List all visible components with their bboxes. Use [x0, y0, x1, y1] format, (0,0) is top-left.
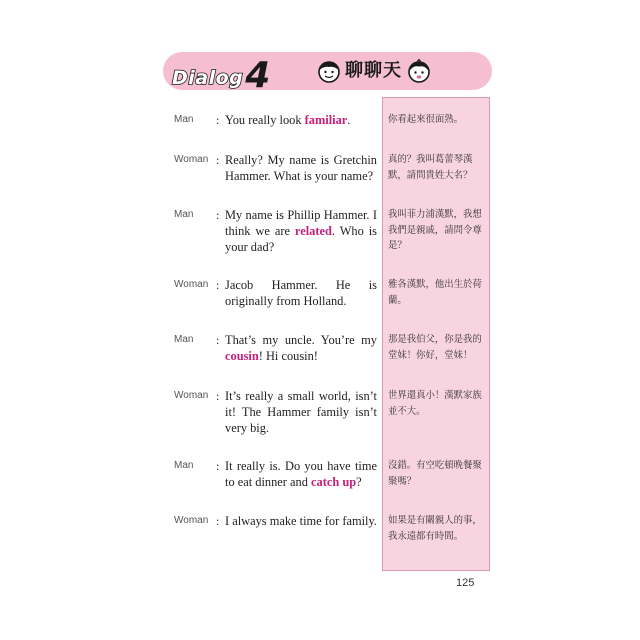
speaker-label: Man	[174, 114, 194, 125]
banner-title	[172, 55, 271, 96]
english-line	[225, 112, 377, 128]
chinese-translation: 如果是有關親人的事，我永遠都有時間。	[388, 515, 482, 542]
english-line	[225, 458, 377, 490]
colon-separator: :	[216, 459, 220, 473]
speaker-label: Woman	[174, 279, 209, 290]
sentence-text: My name is Phillip Hammer. I think we are	[225, 208, 377, 238]
girl-face-icon	[406, 59, 432, 83]
colon-separator: :	[216, 333, 220, 347]
sentence-text: .	[347, 113, 351, 127]
chinese-translation: 世界還真小！漢默家族並不大。	[388, 390, 482, 417]
sentence-text: That’s my uncle. You’re my	[225, 333, 377, 347]
chinese-translation: 那是我伯父，你是我的堂妹！你好，堂妹！	[388, 334, 482, 361]
speaker-label: Woman	[174, 515, 209, 526]
speaker-label: Man	[174, 460, 194, 471]
sentence-text: ?	[356, 475, 362, 489]
speaker-label: Woman	[174, 154, 209, 165]
english-line	[225, 332, 377, 364]
keyword-highlight: related	[294, 224, 332, 238]
speaker-label: Man	[174, 334, 194, 345]
sentence-text: Jacob Hammer. He is originally from Holland.	[225, 278, 377, 308]
colon-separator: :	[216, 153, 220, 167]
english-line	[225, 152, 377, 184]
english-line	[225, 513, 377, 529]
banner-chinese-title: 聊聊天	[345, 60, 402, 81]
chinese-translation: 我叫菲力浦漢默，我想我們是親戚，請問令尊是？	[388, 209, 482, 251]
english-line	[225, 388, 377, 436]
sentence-text: It really is. Do you have time to eat dinner and	[225, 459, 377, 489]
keyword-highlight: familiar	[304, 113, 348, 127]
sentence-text: ! Hi cousin!	[258, 349, 318, 363]
keyword-highlight: cousin	[225, 349, 259, 363]
colon-separator: :	[216, 113, 220, 127]
sentence-text: I always make time for family.	[225, 514, 377, 528]
boy-face-icon	[316, 59, 342, 83]
colon-separator: :	[216, 278, 220, 292]
page-number: 125	[456, 577, 475, 589]
speaker-label: Man	[174, 209, 194, 220]
colon-separator: :	[216, 208, 220, 222]
banner-title-number: 4	[245, 55, 271, 96]
colon-separator: :	[216, 389, 220, 403]
speaker-label: Woman	[174, 390, 209, 401]
sentence-text: It’s really a small world, isn’t it! The Hammer family isn’t very big.	[225, 389, 377, 435]
keyword-highlight: catch up	[311, 475, 357, 489]
english-line	[225, 207, 377, 255]
banner-title-word: Dialog	[172, 67, 244, 89]
chinese-translation: 沒錯。有空吃頓晚餐聚聚嗎？	[388, 460, 482, 487]
colon-separator: :	[216, 514, 220, 528]
sentence-text: Really? My name is Gretchin Hammer. What is your name?	[225, 153, 377, 183]
chinese-translation: 你看起來很面熟。	[388, 114, 464, 125]
sentence-text: . Who is your dad?	[225, 224, 377, 254]
sentence-text: You really look	[225, 113, 305, 127]
english-line	[225, 277, 377, 309]
chinese-translation: 雅各漢默，他出生於荷蘭。	[388, 279, 482, 306]
chinese-translation: 真的？我叫葛蕾琴漢默，請問貴姓大名？	[388, 154, 473, 181]
